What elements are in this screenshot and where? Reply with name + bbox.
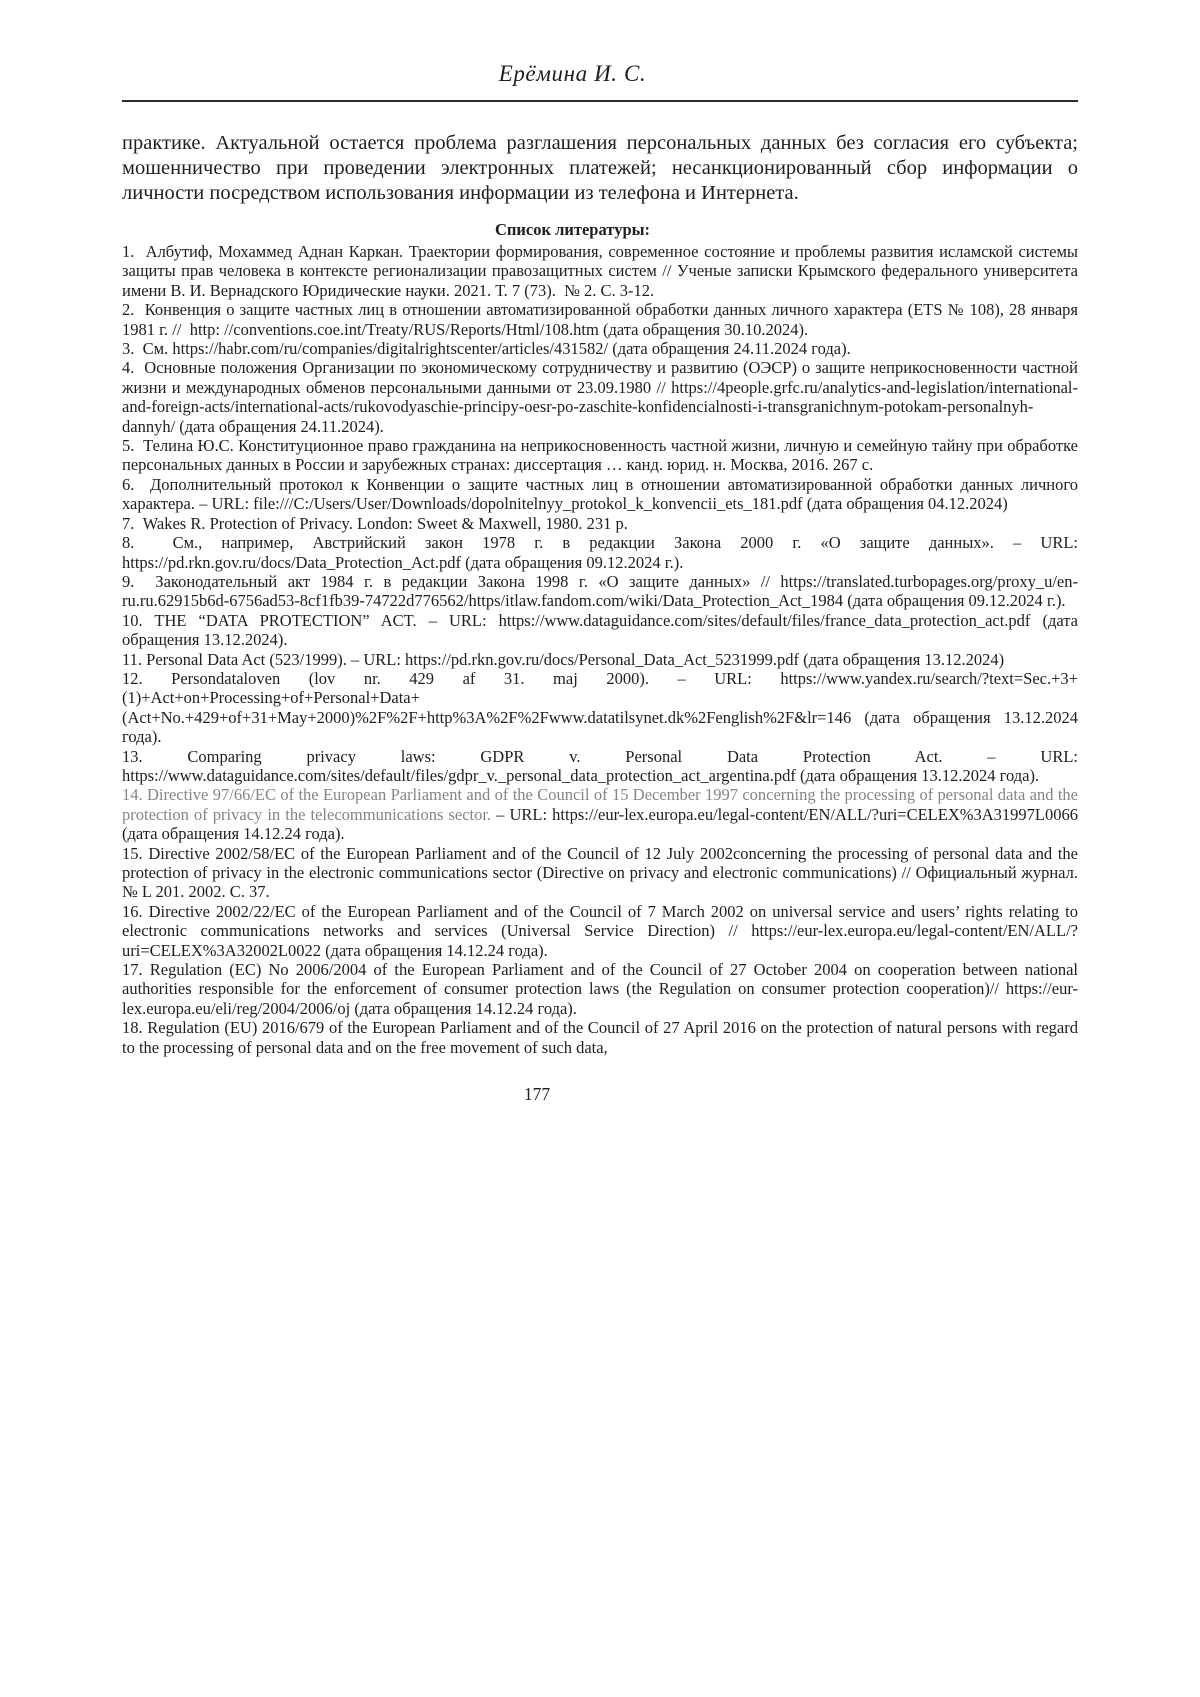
- reference-item-13: 13. Comparing privacy laws: GDPR v. Personal Data Protection Act. – URL: https://www.dataguidance.com/sites/default/files/gdpr_v._personal_data_protection_act_argentina.pdf (дата обращения 13.12.2024 года).: [122, 746, 1078, 785]
- page-number: 177: [523, 1084, 551, 1105]
- text-column: [122, 0, 1078, 1105]
- header-rule: [122, 100, 1078, 102]
- reference-item-6: 6. Дополнительный протокол к Конвенции о защите частных лиц в отношении автоматизированной обработки данных личного характера. – URL: file:///C:/Users/User/Downloads/dopolnitelnyy_protokol_k_konvencii_ets_181.pdf (дата обращения 04.12.2024): [122, 474, 1078, 514]
- reference-item-1: 1. Албутиф, Мохаммед Аднан Каркан. Траектории формирования, современное состояние и проблемы развития исламской системы защиты прав человека в контексте регионализации правозащитных систем // Ученые записки Крымского федерального университета имени В. И. Вернадского Юридические науки. 2021. Т. 7 (73). № 2. С. 3-12.: [122, 242, 1078, 300]
- reference-item-12: 12. Persondataloven (lov nr. 429 af 31. maj 2000). – URL: https://www.yandex.ru/search/?text=Sec.+3+(1)+Act+on+Processing+of+Personal+Data+(Act+No.+429+of+31+May+2000)%2F%2F+http%3A%2F%2Fwww.datatilsynet.dk%2Fenglish%2F&lr=146 (дата обращения 13.12.2024 года).: [122, 668, 1078, 747]
- reference-item-8: 8. См., например, Австрийский закон 1978 г. в редакции Закона 2000 г. «О защите данных». – URL: https://pd.rkn.gov.ru/docs/Data_Protection_Act.pdf (дата обращения 09.12.2024 г.).: [122, 533, 1078, 572]
- reference-item-14-normal-segment: – URL: https://eur-lex.europa.eu/legal-content/EN/ALL/?uri=CELEX%3A31997L0066 (дата обращения 14.12.24 года).: [122, 804, 1078, 844]
- running-header-author: Ерёмина И. С.: [498, 61, 647, 86]
- reference-item-4: 4. Основные положения Организации по экономическому сотрудничеству и развитию (ОЭСР) о защите неприкосновенности частной жизни и международных обменов персональными данными от 23.09.1980 // https://4people.grfc.ru/analytics-and-legislation/international-and-foreign-acts/international-acts/rukovodyaschie-principy-oesr-po-zaschite-konfidencialnosti-i-transgranichnym-potokam-personalnyh-dannyh/ (дата обращения 24.11.2024).: [122, 358, 1078, 436]
- reference-item-18: 18. Regulation (EU) 2016/679 of the European Parliament and of the Council of 27 April 2016 on the protection of natural persons with regard to the processing of personal data and on the free movement of such data,: [122, 1018, 1078, 1057]
- references-list: [122, 242, 1078, 1057]
- reference-item-17: 17. Regulation (EC) No 2006/2004 of the European Parliament and of the Council of 27 October 2004 on cooperation between national authorities responsible for the enforcement of consumer protection laws (the Regulation on consumer protection cooperation)// https://eur-lex.europa.eu/eli/reg/2004/2006/oj (дата обращения 14.12.24 года).: [122, 960, 1078, 1018]
- reference-item-2: 2. Конвенция о защите частных лиц в отношении автоматизированной обработки данных личного характера (ETS № 108), 28 января 1981 г. // http: //conventions.coe.int/Treaty/RUS/Reports/Html/108.htm (дата обращения 30.10.2024).: [122, 300, 1078, 339]
- reference-item-15: 15. Directive 2002/58/EC of the European Parliament and of the Council of 12 July 2002concerning the processing of personal data and the protection of privacy in the electronic communications sector (Directive on privacy and electronic communications) // Официальный журнал. № L 201. 2002. C. 37.: [122, 843, 1078, 902]
- references-heading: Список литературы:: [494, 220, 651, 239]
- reference-item-3: 3. См. https://habr.com/ru/companies/digitalrightscenter/articles/431582/ (дата обращения 24.11.2024 года).: [122, 339, 851, 359]
- reference-item-10: 10. THE “DATA PROTECTION” ACT. – URL: https://www.dataguidance.com/sites/default/files/france_data_protection_act.pdf (дата обращения 13.12.2024).: [122, 610, 1078, 650]
- reference-item-14-faded-segment: 14. Directive 97/66/EC of the European Parliament and of the Council of 15 December 1997 concerning the processing of personal data and the protection of privacy in the telecommunications sector.: [122, 785, 1078, 824]
- reference-item-7: 7. Wakes R. Protection of Privacy. London: Sweet & Maxwell, 1980. 231 p.: [122, 513, 628, 533]
- reference-item-9: 9. Законодательный акт 1984 г. в редакции Закона 1998 г. «О защите данных» // https://translated.turbopages.org/proxy_u/en-ru.ru.62915b6d-6756ad53-8cf1fb39-74722d776562/https/itlaw.fandom.com/wiki/Data_Protection_Act_1984 (дата обращения 09.12.2024 г.).: [122, 571, 1078, 611]
- reference-item-11: 11. Personal Data Act (523/1999). – URL: https://pd.rkn.gov.ru/docs/Personal_Data_Act_5231999.pdf (дата обращения 13.12.2024): [122, 649, 1005, 669]
- reference-item-16: 16. Directive 2002/22/EC of the European Parliament and of the Council of 7 March 2002 on universal service and users’ rights relating to electronic communications networks and services (Universal Service Direction) // https://eur-lex.europa.eu/legal-content/EN/ALL/?uri=CELEX%3A32002L0022 (дата обращения 14.12.24 года).: [122, 901, 1078, 960]
- reference-item-14: [122, 785, 1078, 843]
- reference-item-5: 5. Телина Ю.С. Конституционное право гражданина на неприкосновенность частной жизни, личную и семейную тайну при обработке персональных данных в России и зарубежных странах: диссертация … канд. юрид. н. Москва, 2016. 267 с.: [122, 436, 1078, 475]
- body-paragraph: практике. Актуальной остается проблема разглашения персональных данных без согласия его субъекта; мошенничество при проведении электронных платежей; несанкционированный сбор информации о личности посредством использования информации из телефона и Интернета.: [122, 132, 1078, 204]
